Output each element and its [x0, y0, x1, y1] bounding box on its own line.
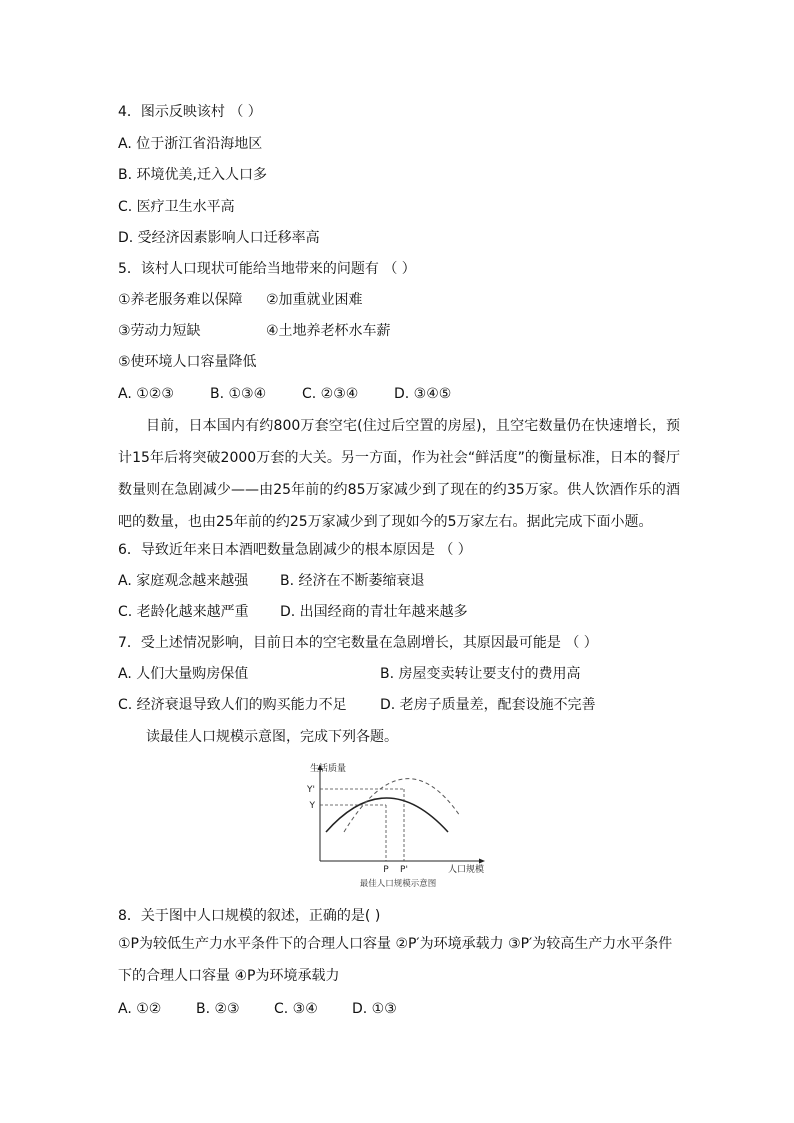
x-axis-label: 人口规模: [448, 865, 485, 875]
q7-option-b: B. 房屋变卖转让要支付的费用高: [380, 666, 581, 682]
q6-options-row2: [118, 602, 468, 622]
q5-answer-a: A. ①②③: [118, 386, 174, 402]
q4-option-b: B. 环境优美,迁入人口多: [118, 167, 267, 183]
q6-option-d: D. 出国经商的青壮年越来越多: [280, 604, 468, 620]
diagram-caption: 最佳人口规模示意图: [359, 879, 437, 889]
q5-answer-c: C. ②③④: [302, 386, 359, 402]
q8-answer-a: A. ①②: [118, 1001, 162, 1017]
q8-answer-b: B. ②③: [196, 1001, 240, 1017]
q7-option-c: C. 经济衰退导致人们的购买能力不足: [118, 697, 347, 713]
x-axis-arrow: [479, 859, 485, 864]
label-y: Y: [309, 801, 315, 811]
label-p-prime: P': [400, 865, 408, 875]
q8-answer-c: C. ③④: [274, 1001, 318, 1017]
passage: 目前，日本国内有约800万套空宅(住过后空置的房屋)，且空宅数量仍在快速增长，预计15年后将突破2000万套的大关。另一方面，作为社会“鲜活度”的衡量标准，日本的餐厅数量则在急剧减少——由25年前的约85万家减少到了现在的约35万家。供人饮酒作乐的酒吧的数量，也由25年前的约25万家减少到了现如今的5万家左右。据此完成下面小题。: [118, 418, 680, 530]
q6-options-row1: [118, 571, 425, 591]
q5-item-5: ⑤使环境人口容量降低: [118, 354, 257, 370]
q6-stem: 6．导致近年来日本酒吧数量急剧减少的根本原因是 （ ）: [118, 542, 472, 558]
q5-items-row2: [118, 321, 391, 341]
optimal-population-diagram: [300, 758, 500, 890]
q5-item-2: ②加重就业困难: [266, 292, 363, 308]
y-axis-label: 生活质量: [310, 764, 347, 774]
q5-item-3: ③劳动力短缺: [118, 323, 201, 339]
q6-option-c: C. 老龄化越来越严重: [118, 604, 249, 620]
q4-stem: 4．图示反映该村 （ ）: [118, 104, 262, 120]
q5-item-1: ①养老服务难以保障: [118, 292, 243, 308]
q4-option-a: A. 位于浙江省沿海地区: [118, 136, 263, 152]
q7-options-row2: [118, 695, 596, 715]
q5-answers: [118, 384, 451, 404]
q6-option-a: A. 家庭观念越来越强: [118, 573, 249, 589]
q8-stem: 8．关于图中人口规模的叙述，正确的是( ): [118, 908, 381, 924]
figure-intro: 读最佳人口规模示意图，完成下列各题。: [146, 729, 398, 745]
q4-option-c: C. 医疗卫生水平高: [118, 199, 235, 215]
label-p: P: [383, 865, 389, 875]
q8-body: ①P为较低生产力水平条件下的合理人口容量 ②P′为环境承载力 ③P′为较高生产力水平条件下的合理人口容量 ④P为环境承载力: [118, 936, 673, 984]
q6-option-b: B. 经济在不断萎缩衰退: [280, 573, 425, 589]
q7-option-a: A. 人们大量购房保值: [118, 666, 249, 682]
q7-stem: 7．受上述情况影响，目前日本的空宅数量在急剧增长，其原因最可能是 （ ）: [118, 635, 598, 651]
quality-curve-low: [326, 798, 448, 832]
q8-answers: [118, 999, 397, 1019]
q5-items-row1: [118, 290, 363, 310]
label-y-prime: Y': [307, 785, 315, 795]
q5-item-4: ④土地养老杯水车薪: [266, 323, 391, 339]
q7-option-d: D. 老房子质量差，配套设施不完善: [380, 697, 596, 713]
q5-answer-d: D. ③④⑤: [394, 386, 452, 402]
q4-option-d: D. 受经济因素影响人口迁移率高: [118, 230, 320, 246]
q5-stem: 5．该村人口现状可能给当地带来的问题有 （ ）: [118, 261, 416, 277]
q8-answer-d: D. ①③: [352, 1001, 397, 1017]
q5-answer-b: B. ①③④: [210, 386, 267, 402]
q7-options-row1: [118, 664, 581, 684]
